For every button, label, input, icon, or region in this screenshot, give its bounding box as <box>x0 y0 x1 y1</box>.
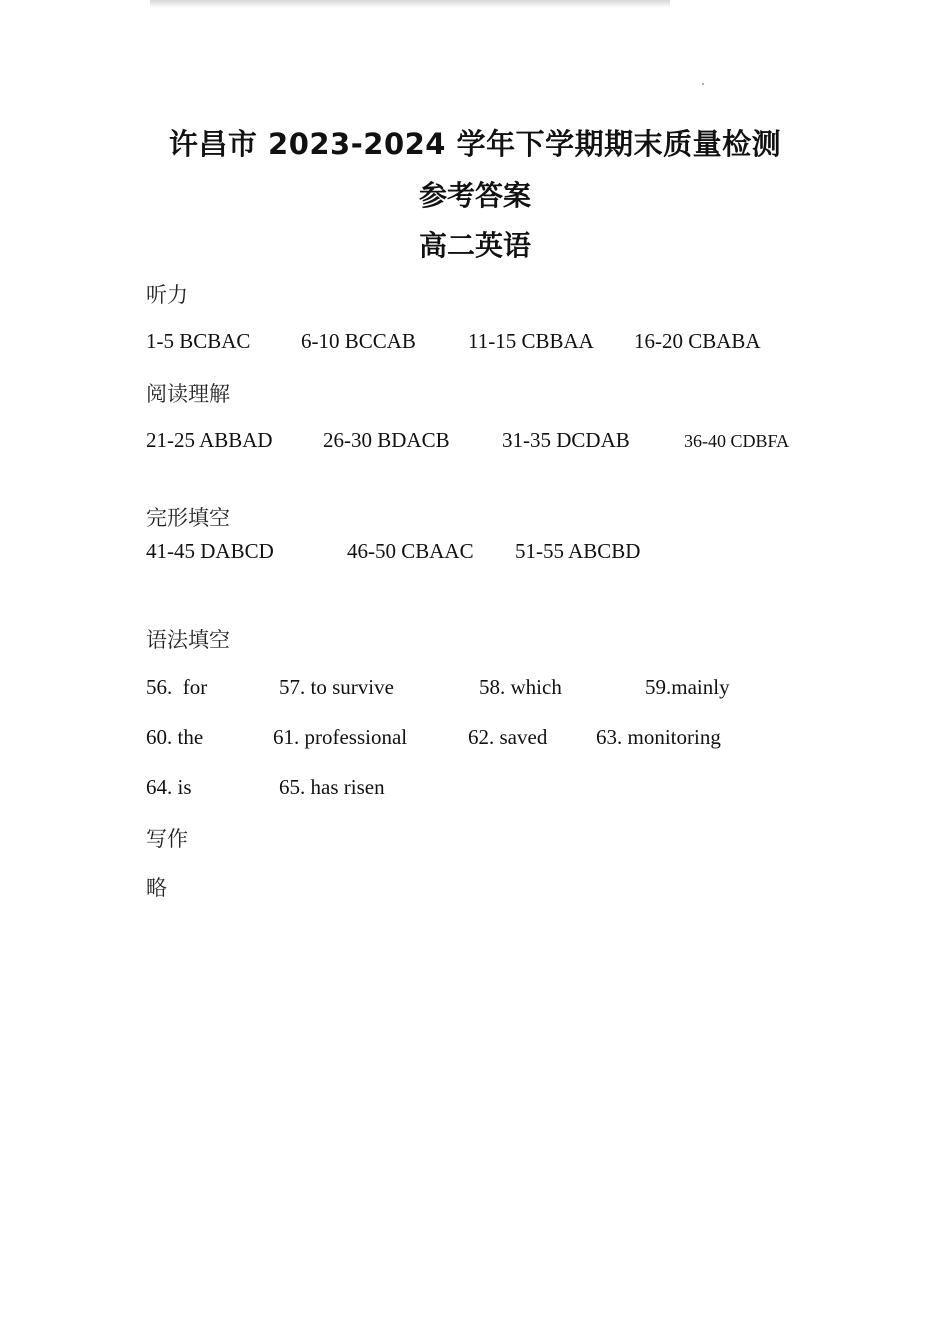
answer-grammar-61: 61. professional <box>273 725 408 749</box>
section-label-reading: 阅读理解 <box>146 382 230 406</box>
section-label-writing: 写作 <box>146 827 188 851</box>
answer-cloze-51-55: 51-55 ABCBD <box>515 539 641 563</box>
answer-listening-16-20: 16-20 CBABA <box>634 329 761 353</box>
answer-listening-6-10: 6-10 BCCAB <box>301 329 416 353</box>
answer-grammar-63: 63. monitoring <box>596 725 721 749</box>
answer-grammar-65: 65. has risen <box>279 775 385 799</box>
answer-reading-21-25: 21-25 ABBAD <box>146 428 273 452</box>
answer-grammar-59: 59.mainly <box>645 675 730 699</box>
answer-grammar-64: 64. is <box>146 775 192 799</box>
answer-grammar-58: 58. which <box>479 675 562 699</box>
top-edge-shadow <box>150 0 670 8</box>
answer-reading-26-30: 26-30 BDACB <box>323 428 450 452</box>
section-label-grammar: 语法填空 <box>146 628 230 652</box>
answer-listening-11-15: 11-15 CBBAA <box>468 329 594 353</box>
answer-grammar-57: 57. to survive <box>279 675 394 699</box>
section-label-listening: 听力 <box>146 283 188 307</box>
answer-listening-1-5: 1-5 BCBAC <box>146 329 251 353</box>
answer-cloze-46-50: 46-50 CBAAC <box>347 539 474 563</box>
answer-reading-36-40: 36-40 CDBFA <box>684 431 790 451</box>
section-label-cloze: 完形填空 <box>146 506 230 530</box>
document-subtitle: 参考答案 <box>418 179 531 212</box>
answer-cloze-41-45: 41-45 DABCD <box>146 539 274 563</box>
answer-grammar-56: 56. for <box>146 675 208 699</box>
document-title: 许昌市 2023-2024 学年下学期期末质量检测 <box>168 127 782 161</box>
answer-writing: 略 <box>146 876 167 900</box>
answer-grammar-62: 62. saved <box>468 725 548 749</box>
answer-grammar-60: 60. the <box>146 725 204 749</box>
answer-reading-31-35: 31-35 DCDAB <box>502 428 630 452</box>
subject-title: 高二英语 <box>418 229 531 262</box>
scan-speck <box>702 83 704 85</box>
